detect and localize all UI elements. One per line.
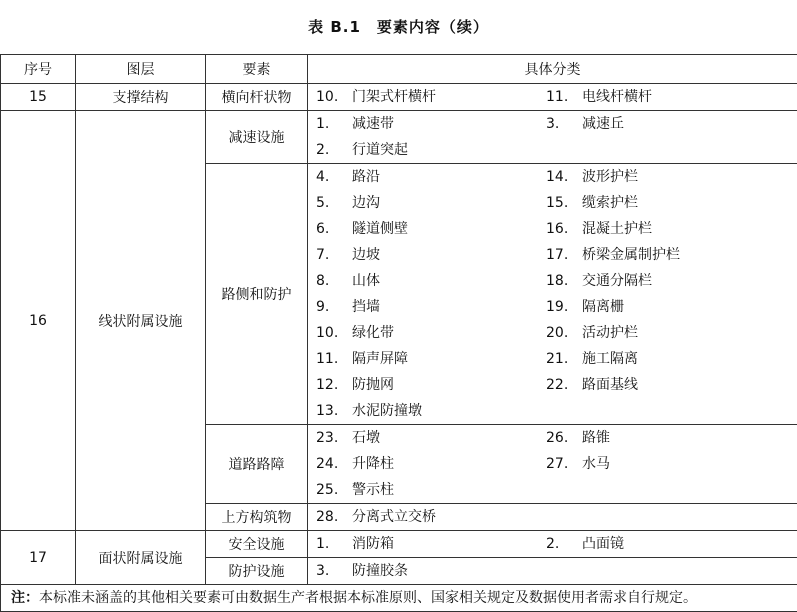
seq-cell: 17 [1,531,76,585]
category-grid [316,111,797,163]
item-number: 28. [316,504,352,530]
item-number: 19. [546,294,582,320]
item-label: 电线杆横杆 [582,84,652,110]
category-item [546,111,786,137]
item-number: 4. [316,164,352,190]
item-label: 边坡 [352,242,380,268]
category-item [546,504,786,530]
note-label: 注： [11,590,39,606]
item-label: 减速带 [352,111,394,137]
item-number: 15. [546,190,582,216]
category-item [546,425,786,451]
category-item [546,372,786,398]
category-item [546,320,786,346]
table-row [1,531,797,558]
category-item [316,531,546,557]
item-number: 9. [316,294,352,320]
item-label: 波形护栏 [582,164,638,190]
item-number: 10. [316,320,352,346]
item-number: 1. [316,111,352,137]
header-element: 要素 [206,55,308,84]
item-label: 边沟 [352,190,380,216]
category-item [316,84,546,110]
layer-cell: 线状附属设施 [76,111,206,531]
seq-cell: 15 [1,84,76,111]
item-label: 升降柱 [352,451,394,477]
category-item [546,451,786,477]
item-number: 3. [316,558,352,584]
item-label: 混凝土护栏 [582,216,652,242]
category-item [316,558,546,584]
element-cell: 路侧和防护 [206,164,308,425]
element-cell: 横向杆状物 [206,84,308,111]
item-label: 绿化带 [352,320,394,346]
item-number: 1. [316,531,352,557]
item-number: 18. [546,268,582,294]
item-label: 缆索护栏 [582,190,638,216]
category-item [316,137,546,163]
element-cell: 减速设施 [206,111,308,164]
category-grid [316,504,797,530]
layer-cell: 支撑结构 [76,84,206,111]
item-label: 水马 [582,451,610,477]
category-item [316,242,546,268]
category-item [546,242,786,268]
category-item [546,137,786,163]
category-item [316,372,546,398]
item-number: 25. [316,477,352,503]
category-item [316,504,546,530]
layer-cell: 面状附属设施 [76,531,206,585]
category-item [546,268,786,294]
category-item [546,558,786,584]
item-label: 桥梁金属制护栏 [582,242,680,268]
header-layer: 图层 [76,55,206,84]
category-item [316,216,546,242]
item-label: 行道突起 [352,137,408,163]
item-number: 23. [316,425,352,451]
item-label: 路锥 [582,425,610,451]
category-cell [308,84,797,111]
category-cell [308,425,797,504]
item-number: 11. [546,84,582,110]
table-row [1,84,797,111]
item-label: 分离式立交桥 [352,504,436,530]
category-grid [316,84,797,110]
item-label: 凸面镜 [582,531,624,557]
item-label: 活动护栏 [582,320,638,346]
item-label: 防撞胶条 [352,558,408,584]
category-item [316,398,546,424]
category-cell [308,111,797,164]
item-number: 20. [546,320,582,346]
item-label: 施工隔离 [582,346,638,372]
table-title: 表 B.1 要素内容（续） [0,16,797,37]
category-item [546,346,786,372]
category-item [316,294,546,320]
category-item [546,190,786,216]
category-item [546,531,786,557]
item-number: 6. [316,216,352,242]
item-number: 2. [316,137,352,163]
category-item [316,111,546,137]
note-text: 本标准未涵盖的其他相关要素可由数据生产者根据本标准原则、国家相关规定及数据使用者需求自行规定。 [39,590,697,606]
category-item [546,398,786,424]
note-row [1,585,797,612]
element-cell: 上方构筑物 [206,504,308,531]
item-number: 17. [546,242,582,268]
item-number: 5. [316,190,352,216]
item-number: 8. [316,268,352,294]
category-item [546,216,786,242]
item-label: 消防箱 [352,531,394,557]
item-number: 14. [546,164,582,190]
header-seq: 序号 [1,55,76,84]
item-number: 13. [316,398,352,424]
item-number: 7. [316,242,352,268]
category-item [316,477,546,503]
item-number: 26. [546,425,582,451]
element-cell: 防护设施 [206,558,308,585]
item-label: 隔声屏障 [352,346,408,372]
category-item [546,477,786,503]
item-number: 21. [546,346,582,372]
item-label: 防抛网 [352,372,394,398]
item-label: 门架式杆横杆 [352,84,436,110]
item-label: 隧道侧壁 [352,216,408,242]
item-number: 11. [316,346,352,372]
header-row [1,55,797,84]
category-item [316,268,546,294]
item-label: 水泥防撞墩 [352,398,422,424]
category-cell [308,164,797,425]
category-cell [308,504,797,531]
category-item [316,190,546,216]
category-item [546,164,786,190]
category-grid [316,558,797,584]
category-grid [316,425,797,503]
item-number: 12. [316,372,352,398]
item-number: 2. [546,531,582,557]
category-item [316,451,546,477]
item-number: 16. [546,216,582,242]
item-number: 22. [546,372,582,398]
category-item [546,294,786,320]
table-note [1,585,797,612]
item-label: 山体 [352,268,380,294]
category-grid [316,531,797,557]
elements-table [0,54,797,612]
category-item [546,84,786,110]
item-number: 3. [546,111,582,137]
category-item [316,425,546,451]
category-item [316,346,546,372]
item-label: 警示柱 [352,477,394,503]
item-number: 24. [316,451,352,477]
category-cell [308,531,797,558]
item-label: 挡墙 [352,294,380,320]
category-item [316,164,546,190]
item-label: 路沿 [352,164,380,190]
item-label: 路面基线 [582,372,638,398]
category-cell [308,558,797,585]
category-grid [316,164,797,424]
item-number: 27. [546,451,582,477]
element-cell: 安全设施 [206,531,308,558]
item-label: 减速丘 [582,111,624,137]
table-row [1,111,797,164]
item-label: 石墩 [352,425,380,451]
header-category: 具体分类 [308,55,797,84]
seq-cell: 16 [1,111,76,531]
item-number: 10. [316,84,352,110]
element-cell: 道路路障 [206,425,308,504]
item-label: 交通分隔栏 [582,268,652,294]
category-item [316,320,546,346]
item-label: 隔离栅 [582,294,624,320]
